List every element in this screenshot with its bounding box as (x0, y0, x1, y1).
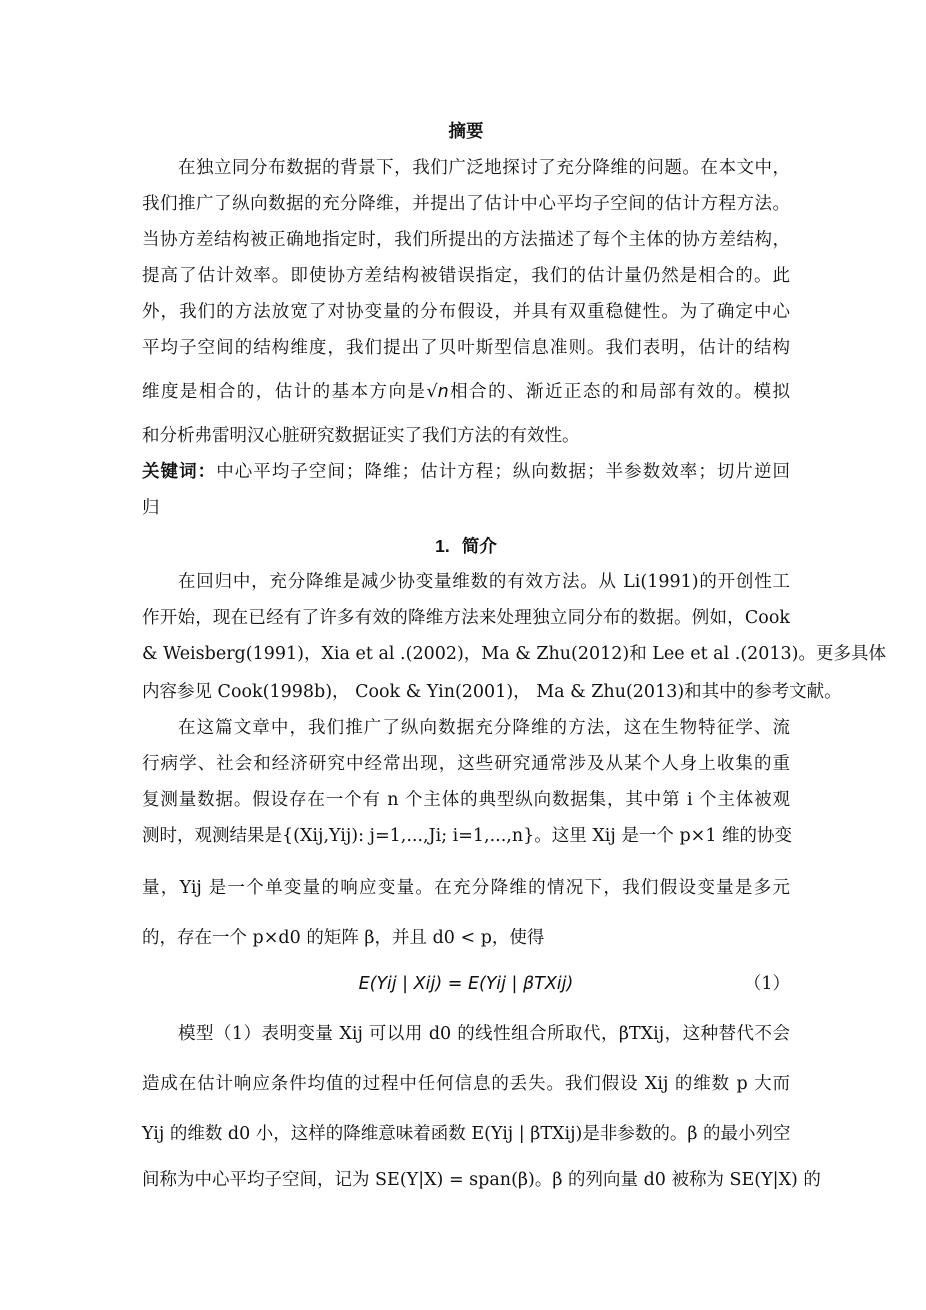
para3-line-1: 模型（1）表明变量 Xij 可以用 d0 的线性组合所取代，βTXij，这种替代不会 (178, 1024, 790, 1044)
abstract-line-7 (142, 380, 790, 404)
keywords-line-2: 归 (142, 498, 160, 518)
para3-line-3: Yij 的维数 d0 小，这样的降维意味着函数 E(Yij | βTXij)是非参数的。β 的最小列空 (142, 1124, 791, 1144)
section-number: 1. (435, 536, 450, 556)
abstract-line-3: 当协方差结构被正确地指定时，我们所提出的方法描述了每个主体的协方差结构， (142, 230, 790, 250)
keywords-text: 中心平均子空间；降维；估计方程；纵向数据；半参数效率；切片逆回 (216, 462, 791, 482)
section-title: 简介 (461, 537, 497, 557)
para1-line-1: 在回归中，充分降维是减少协变量维数的有效方法。从 Li(1991)的开创性工 (178, 572, 790, 592)
abstract-line-7-after: 相合的、渐近正态的和局部有效的。模拟 (448, 382, 791, 402)
abstract-line-5: 外，我们的方法放宽了对协变量的分布假设，并具有双重稳健性。为了确定中心 (142, 302, 790, 322)
para2-line-3: 复测量数据。假设存在一个有 n 个主体的典型纵向数据集，其中第 i 个主体被观 (142, 790, 790, 810)
para2-line-4: 测时，观测结果是{(Xij,Yij): j=1,...,Ji; i=1,...,n}。这里 Xij 是一个 p×1 维的协变 (142, 826, 793, 846)
para1-line-4: 内容参见 Cook(1998b)， Cook & Yin(2001)， Ma & Zhu(2013)和其中的参考文献。 (142, 682, 842, 702)
section-heading (142, 534, 790, 559)
equation-1 (142, 972, 790, 996)
keywords-line-1 (142, 460, 790, 484)
abstract-line-4: 提高了估计效率。即使协方差结构被错误指定，我们的估计量仍然是相合的。此 (142, 266, 790, 286)
abstract-line-6: 平均子空间的结构维度，我们提出了贝叶斯型信息准则。我们表明，估计的结构 (142, 338, 790, 358)
para2-line-2: 行病学、社会和经济研究中经常出现，这些研究通常涉及从某个人身上收集的重 (142, 754, 790, 774)
para3-line-4: 间称为中心平均子空间，记为 SE(Y|X) = span(β)。β 的列向量 d0 被称为 SE(Y|X) 的 (142, 1170, 821, 1190)
para3-line-2: 造成在估计响应条件均值的过程中任何信息的丢失。我们假设 Xij 的维数 p 大而 (142, 1074, 790, 1094)
sqrt-n-symbol: √n (426, 382, 449, 402)
keywords-label: 关键词： (142, 462, 217, 482)
equation-number: （1） (743, 974, 790, 994)
para2-line-6: 的，存在一个 p×d0 的矩阵 β，并且 d0 < p，使得 (142, 928, 545, 948)
abstract-title: 摘要 (448, 122, 484, 142)
para2-line-1: 在这篇文章中，我们推广了纵向数据充分降维的方法，这在生物特征学、流 (178, 718, 790, 738)
para1-line-3: & Weisberg(1991)，Xia et al .(2002)，Ma & Zhu(2012)和 Lee et al .(2013)。更多具体 (142, 644, 887, 664)
abstract-line-2: 我们推广了纵向数据的充分降维，并提出了估计中心平均子空间的估计方程方法。 (142, 194, 790, 214)
abstract-line-8: 和分析弗雷明汉心脏研究数据证实了我们方法的有效性。 (142, 426, 580, 446)
abstract-line-7-before: 维度是相合的，估计的基本方向是 (142, 382, 427, 402)
abstract-line-1: 在独立同分布数据的背景下，我们广泛地探讨了充分降维的问题。在本文中， (178, 158, 790, 178)
equation-formula: E(Yij | Xij) = E(Yij | βTXij) (358, 974, 574, 994)
para1-line-2: 作开始，现在已经有了许多有效的降维方法来处理独立同分布的数据。例如，Cook (142, 608, 790, 628)
para2-line-5: 量，Yij 是一个单变量的响应变量。在充分降维的情况下，我们假设变量是多元 (142, 878, 790, 898)
